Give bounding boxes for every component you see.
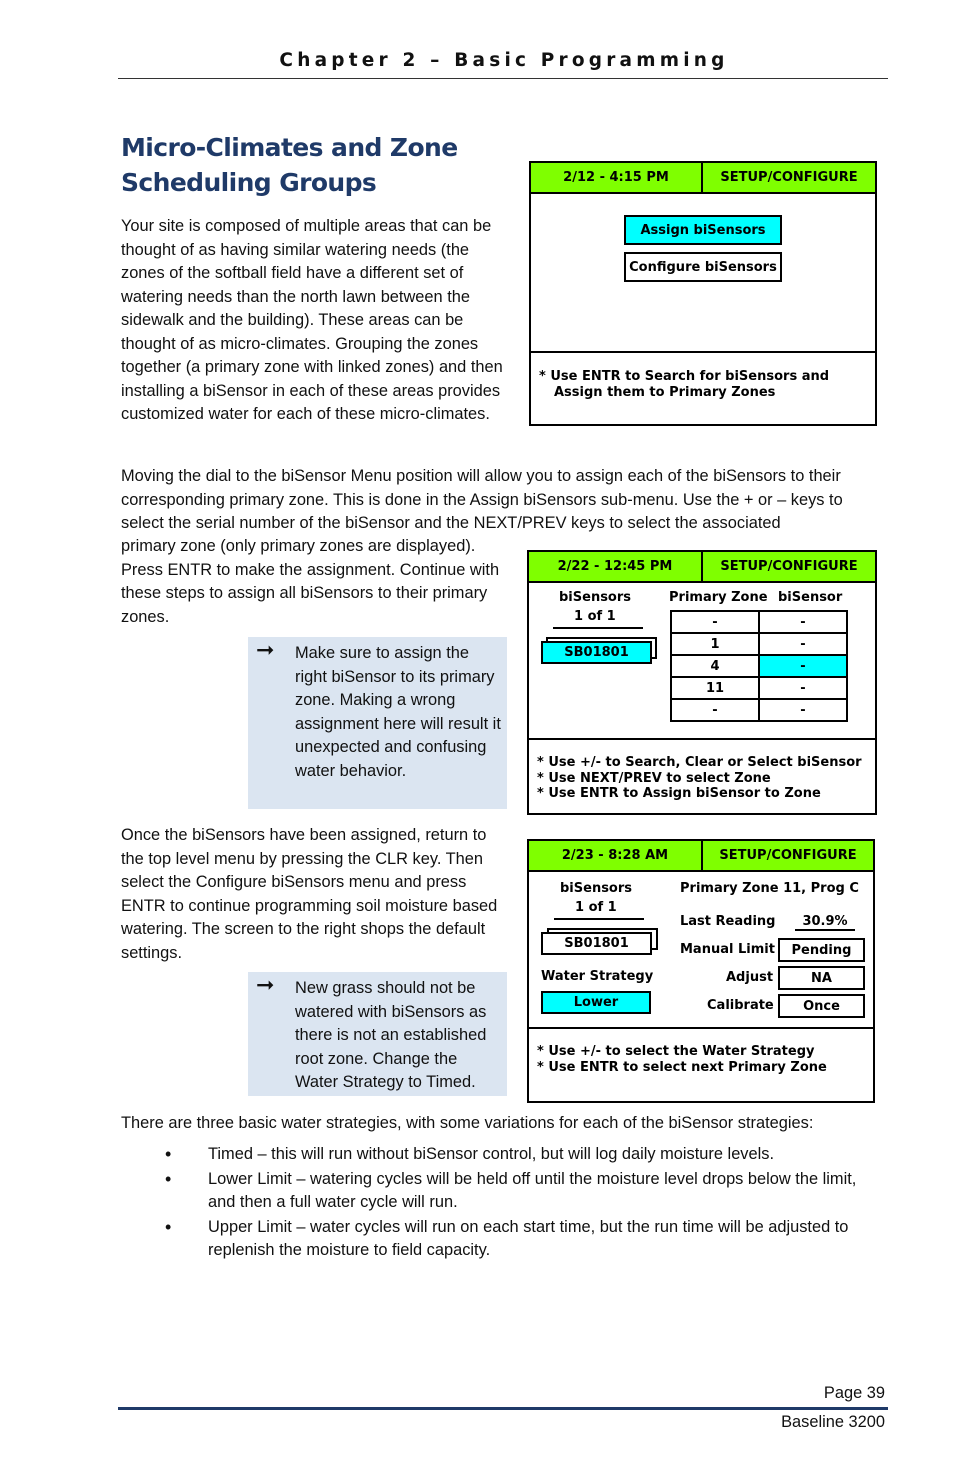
table-row[interactable] xyxy=(671,677,847,699)
configure-mode: SETUP/CONFIGURE xyxy=(703,841,873,870)
setup-help xyxy=(531,351,875,424)
configure-screen-header xyxy=(529,841,873,872)
sensor-cell: - xyxy=(759,633,847,655)
tip-box xyxy=(248,972,507,1096)
zone-cell: - xyxy=(671,699,759,721)
list-item: • Timed – this will run without biSensor control, but will log daily moisture levels. xyxy=(121,1143,886,1167)
setup-screen-header xyxy=(531,163,875,194)
page-number: Page 39 xyxy=(823,1384,885,1402)
bisensor-count: 1 of 1 xyxy=(575,900,617,915)
chapter-header: Chapter 2 – Basic Programming xyxy=(279,50,729,71)
sensor-cell: - xyxy=(759,677,847,699)
header-rule xyxy=(118,78,888,79)
strategies-intro: There are three basic water strategies, with some variations for each of the biSensor strategies: xyxy=(121,1114,814,1132)
setup-help-line: Assign them to Primary Zones xyxy=(554,384,776,400)
zone-cell: - xyxy=(671,611,759,633)
assign-paragraph: Moving the dial to the biSensor Menu position will allow you to assign each of the biSensors to their corresponding primary zone. This is done in the Assign biSensors sub-menu. Use the + or – keys to select the serial number of the biSensor and the NEXT/PREV keys to select the associated xyxy=(121,467,843,532)
assign-screen-header xyxy=(529,552,875,583)
bisensors-label: biSensors xyxy=(559,590,632,605)
footer-rule xyxy=(118,1407,888,1410)
serial-selector[interactable]: SB01801 xyxy=(541,641,652,664)
water-strategy-label: Water Strategy xyxy=(541,969,654,984)
count-underline xyxy=(554,918,644,920)
assign-help-line: * Use +/- to Search, Clear or Select biSensor xyxy=(537,755,862,770)
assign-datetime: 2/22 - 12:45 PM xyxy=(529,552,703,581)
assign-help xyxy=(529,738,875,813)
assign-help-line: * Use NEXT/PREV to select Zone xyxy=(537,770,771,786)
configure-help xyxy=(529,1027,873,1101)
product-name: Baseline 3200 xyxy=(781,1413,885,1431)
table-row[interactable] xyxy=(671,655,847,677)
configure-screen xyxy=(527,839,875,1103)
col-bisensor: biSensor xyxy=(778,590,843,605)
bisensor-count: 1 of 1 xyxy=(574,609,616,624)
table-row[interactable] xyxy=(671,699,847,721)
assign-screen xyxy=(527,550,877,815)
assign-paragraph-cont: primary zone (only primary zones are displayed). Press ENTR to make the assignment. Continue with these steps to assign all biSensors to their primary zones. xyxy=(121,537,500,626)
configure-help-line: * Use +/- to select the Water Strategy xyxy=(537,1044,815,1059)
list-item: • Upper Limit – water cycles will run on each start time, but the run time will be adjusted to replenish the moisture to field capacity. xyxy=(121,1216,886,1263)
arrow-right-icon: ➞ xyxy=(256,973,275,998)
list-item: • Lower Limit – watering cycles will be held off until the moisture level drops below the limit, and then a full water cycle will run. xyxy=(121,1168,886,1215)
zone-cell: 1 xyxy=(671,633,759,655)
intro-paragraph: Your site is composed of multiple areas that can be thought of as having similar watering needs (the zones of the softball field have a different set of watering needs than the north lawn between the sidewalk and the building). These areas can be thought of as micro-climates. Grouping the zones together (a primary zone with linked zones) and then installing a biSensor in each of these areas provides customized water for each of these micro-climates. xyxy=(121,217,503,423)
arrow-right-icon: ➞ xyxy=(256,638,275,663)
zone-cell: 4 xyxy=(671,655,759,677)
bisensors-label: biSensors xyxy=(560,881,633,896)
last-reading-label: Last Reading xyxy=(680,914,776,929)
col-primary-zone: Primary Zone xyxy=(669,590,768,605)
table-row[interactable] xyxy=(671,611,847,633)
table-row[interactable] xyxy=(671,633,847,655)
zone-table xyxy=(670,610,848,722)
section-title: Micro-Climates and Zone Scheduling Groups xyxy=(121,133,458,197)
configure-help-line: * Use ENTR to select next Primary Zone xyxy=(537,1059,827,1075)
manual-limit-field[interactable]: Pending xyxy=(778,938,865,962)
count-underline xyxy=(553,627,643,629)
zone-cell: 11 xyxy=(671,677,759,699)
calibrate-label: Calibrate xyxy=(707,998,774,1013)
configure-paragraph: Once the biSensors have been assigned, return to the top level menu by pressing the CLR key. Then select the Configure biSensors menu and press ENTR to continue programming soil moisture based watering. The screen to the right shops the default settings. xyxy=(121,826,498,962)
water-strategy-selector[interactable]: Lower xyxy=(541,991,651,1014)
calibrate-field[interactable]: Once xyxy=(778,994,865,1018)
setup-datetime: 2/12 - 4:15 PM xyxy=(531,163,703,192)
tip-text: New grass should not be watered with biSensors as there is not an established root zone. Change the Water Strategy to Timed. xyxy=(295,979,487,1091)
assign-bisensors-button[interactable]: Assign biSensors xyxy=(624,215,782,245)
adjust-field[interactable]: NA xyxy=(778,966,865,990)
zone-title: Primary Zone 11, Prog C xyxy=(680,881,859,896)
tip-text: Make sure to assign the right biSensor to its primary zone. Making a wrong assignment here will result it unexpected and confusing water behavior. xyxy=(295,644,501,780)
setup-help-line: * Use ENTR to Search for biSensors and xyxy=(539,369,830,384)
strategy-list xyxy=(121,1143,886,1263)
serial-selector[interactable]: SB01801 xyxy=(541,932,652,955)
assign-help-line: * Use ENTR to Assign biSensor to Zone xyxy=(537,786,821,801)
manual-limit-label: Manual Limit xyxy=(680,942,775,957)
assign-mode: SETUP/CONFIGURE xyxy=(703,552,875,581)
configure-datetime: 2/23 - 8:28 AM xyxy=(529,841,703,870)
tip-box xyxy=(248,637,507,809)
configure-bisensors-button[interactable]: Configure biSensors xyxy=(624,252,782,282)
sensor-cell: - xyxy=(759,611,847,633)
adjust-label: Adjust xyxy=(726,970,774,985)
last-reading-value: 30.9% xyxy=(795,914,855,931)
setup-mode: SETUP/CONFIGURE xyxy=(703,163,875,192)
sensor-cell-selected: - xyxy=(759,655,847,677)
sensor-cell: - xyxy=(759,699,847,721)
setup-screen xyxy=(529,161,877,426)
